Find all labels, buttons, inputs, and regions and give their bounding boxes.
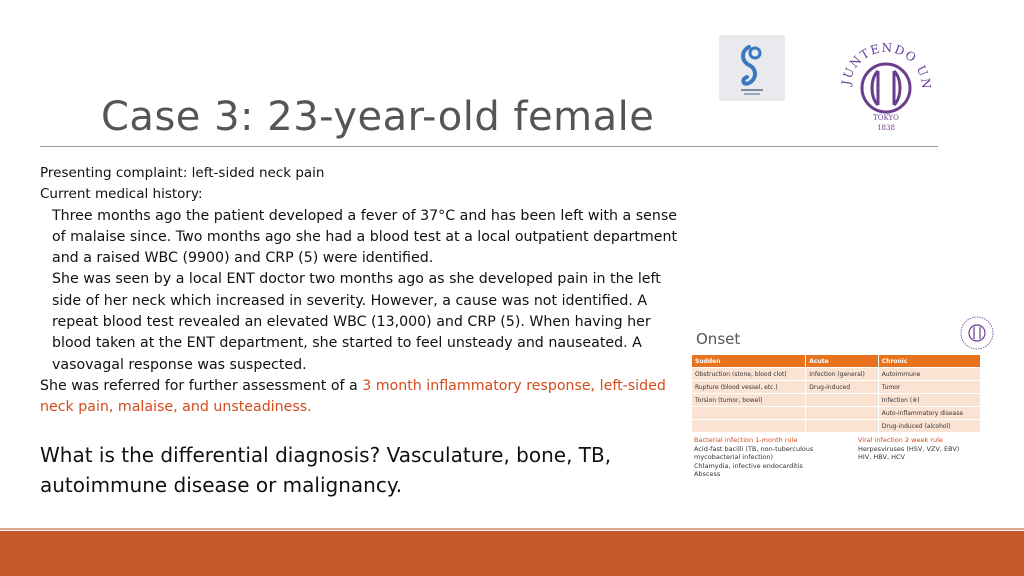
referral-prefix: She was referred for further assessment of a (40, 377, 363, 394)
table-cell: Drug-induced (alcohol) (878, 420, 980, 433)
case-description (40, 163, 690, 419)
table-row (692, 368, 980, 381)
mini-university-logo (958, 314, 996, 352)
table-cell: Rupture (blood vessel, etc.) (692, 381, 806, 394)
referral-paragraph (40, 376, 690, 419)
table-cell: Obstruction (stone, blood clot) (692, 368, 806, 381)
university-seal-icon (836, 38, 936, 134)
svg-text:JUNTENDO UNIVERSITY: JUNTENDO UN (839, 40, 934, 91)
hospital-logo-icon (719, 35, 785, 101)
svg-text:TOKYO: TOKYO (873, 114, 899, 122)
onset-reference-panel (690, 312, 1000, 512)
table-cell: Infection (general) (806, 368, 879, 381)
juntendo-university-logo (836, 38, 936, 134)
history-paragraph-2: She was seen by a local ENT doctor two months ago as she developed pain in the left side of her neck which increased in severity. However, a cause was not identified. A repeat blood test revealed an elevated WBC (13,000) and CRP (5). When having her blood taken at the ENT department, she started to feel unsteady and nauseated. A vasovagal response was suspected. (52, 271, 661, 373)
history-label: Current medical history: (40, 186, 203, 203)
footer-bar (0, 531, 1024, 576)
table-cell: Torsion (tumor, bowel) (692, 394, 806, 407)
table-cell: Autoimmune (878, 368, 980, 381)
table-cell (692, 420, 806, 433)
slide-title: Case 3: 23-year-old female (101, 94, 655, 140)
table-cell: Tumor (878, 381, 980, 394)
list-item: Acid-fast bacilli (TB, non-tuberculous (694, 444, 814, 453)
referral-suffix: . (307, 399, 312, 416)
svg-text:1838: 1838 (877, 124, 895, 132)
header-chronic: Chronic (878, 355, 980, 368)
table-cell: Auto-inflammatory disease (878, 407, 980, 420)
table-cell: Infection (※) (878, 394, 980, 407)
table-row (692, 381, 980, 394)
onset-table (692, 355, 980, 432)
differential-question: What is the differential diagnosis? Vasculature, bone, TB, autoimmune disease or malignancy. (40, 443, 612, 497)
bacterial-rule-block (694, 436, 844, 479)
bacterial-rule-heading: Bacterial infection 1-month rule (694, 436, 798, 444)
viral-rule-heading: Viral infection 2 week rule (858, 436, 943, 444)
header-sudden: Sudden (692, 355, 806, 368)
onset-header-row (692, 355, 980, 368)
history-paragraph-1: Three months ago the patient developed a fever of 37°C and has been left with a sense of malaise since. Two months ago she had a blood test at a local outpatient department and a raised WBC (9900) and CRP (5) were identified. (52, 207, 678, 267)
list-item: Abscess (694, 470, 721, 478)
table-row (692, 394, 980, 407)
mini-seal-icon (958, 314, 996, 352)
table-cell (692, 407, 806, 420)
table-cell (806, 407, 879, 420)
table-cell (806, 420, 879, 433)
viral-rule-block (858, 436, 988, 462)
table-cell (806, 394, 879, 407)
onset-title: Onset (696, 330, 741, 348)
hospital-logo (719, 35, 785, 101)
table-row (692, 420, 980, 433)
header-acute: Acute (806, 355, 879, 368)
presenting-complaint: Presenting complaint: left-sided neck pain (40, 165, 325, 181)
list-item: Herpesviruses (HSV, VZV, EBV) (858, 444, 960, 453)
table-row (692, 407, 980, 420)
list-item: HIV, HBV, HCV (858, 453, 905, 461)
list-item: Chlamydia, infective endocarditis (694, 461, 803, 470)
title-divider (40, 146, 938, 147)
table-cell: Drug-induced (806, 381, 879, 394)
referral-highlight: 3 month inflammatory response, left-sided neck pain, malaise, and unsteadiness (40, 377, 666, 416)
footer-accent-line (0, 528, 1024, 530)
list-item: mycobacterial infection) (694, 453, 774, 461)
